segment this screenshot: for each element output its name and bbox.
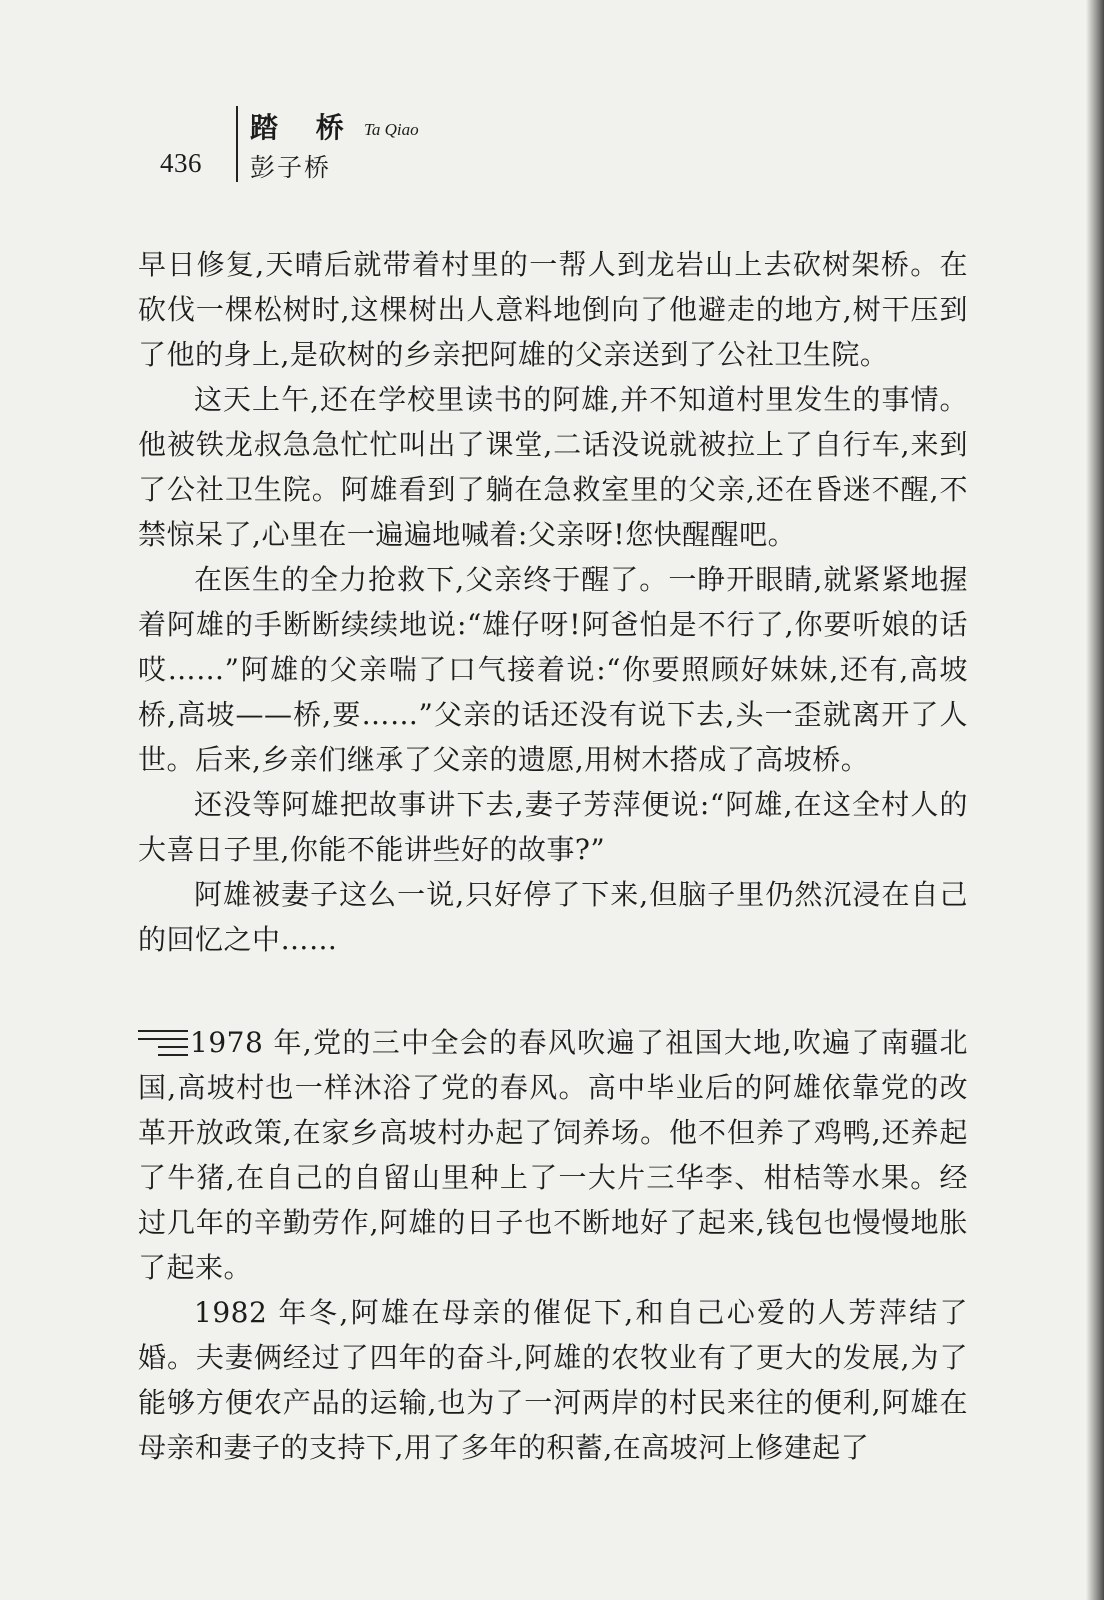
paragraph: 早日修复,天晴后就带着村里的一帮人到龙岩山上去砍树架桥。在砍伐一棵松树时,这棵树出人意料地倒向了他避走的地方,树干压到了他的身上,是砍树的乡亲把阿雄的父亲送到了公社卫生院。 [138,248,968,371]
body-text [138,242,968,1470]
section-spacer [138,962,968,1020]
section-lead-text: 1978 年,党的三中全会的春风吹遍了祖国大地,吹遍了南疆北国,高坡村也一样沐浴了党的春风。高中毕业后的阿雄依靠党的改革开放政策,在家乡高坡村办起了饲养场。他不但养了鸡鸭,还养起了牛猪,在自己的自留山里种上了一大片三华李、柑桔等水果。经过几年的辛勤劳作,阿雄的日子也不断地好了起来,钱包也慢慢地胀了起来。 [138,1026,968,1284]
book-title: 踏 桥 [250,111,358,144]
paragraph: 阿雄被妻子这么一说,只好停了下来,但脑子里仍然沉浸在自己的回忆之中…… [138,878,968,956]
book-title-pinyin: Ta Qiao [364,120,419,139]
paragraph: 这天上午,还在学校里读书的阿雄,并不知道村里发生的事情。他被铁龙叔急急忙忙叫出了课堂,二话没说就被拉上了自行车,来到了公社卫生院。阿雄看到了躺在急救室里的父亲,还在昏迷不醒,不禁惊呆了,心里在一遍遍地喊着:父亲呀!您快醒醒吧。 [138,383,968,551]
paragraph: 1982 年冬,阿雄在母亲的催促下,和自己心爱的人芳萍结了婚。夫妻俩经过了四年的奋斗,阿雄的农牧业有了更大的发展,为了能够方便农产品的运输,也为了一河两岸的村民来往的便利,阿雄在母亲和妻子的支持下,用了多年的积蓄,在高坡河上修建起了 [138,1296,968,1464]
page-number: 436 [160,148,202,178]
binding-shadow [1086,0,1104,1600]
running-header [160,100,560,190]
author-name: 彭子桥 [250,153,332,182]
paragraph: 还没等阿雄把故事讲下去,妻子芳萍便说:“阿雄,在这全村人的大喜日子里,你能不能讲些好的故事?” [138,788,968,866]
header-divider [236,106,238,182]
section-divider-icon [138,1020,190,1065]
paragraph: 在医生的全力抢救下,父亲终于醒了。一睁开眼睛,就紧紧地握着阿雄的手断断续续地说:“雄仔呀!阿爸怕是不行了,你要听娘的话哎……”阿雄的父亲喘了口气接着说:“你要照顾好妹妹,还有,高坡桥,高坡——桥,要……”父亲的话还没有说下去,头一歪就离开了人世。后来,乡亲们继承了父亲的遗愿,用树木搭成了高坡桥。 [138,563,968,776]
section-lead-paragraph [138,1020,968,1290]
